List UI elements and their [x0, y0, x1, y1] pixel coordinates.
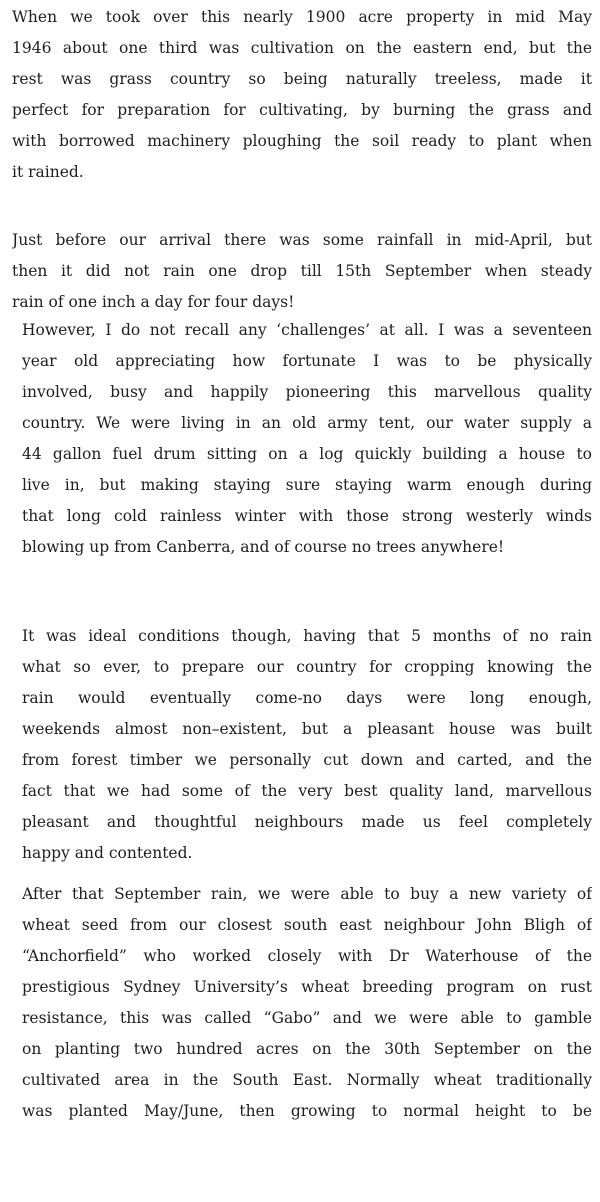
paragraph-line: rest was grass country so being naturally treeless, made it — [12, 70, 592, 88]
paragraph-line: with borrowed machinery ploughing the soil ready to plant when — [12, 132, 592, 150]
paragraph-line: what so ever, to prepare our country for cropping knowing the — [22, 658, 592, 676]
paragraph-line: After that September rain, we were able to buy a new variety of — [22, 885, 592, 903]
paragraph-line: on planting two hundred acres on the 30th September on the — [22, 1040, 592, 1058]
paragraph-line: happy and contented. — [22, 844, 193, 862]
paragraph-line: prestigious Sydney University’s wheat breeding program on rust — [22, 978, 592, 996]
paragraph-line: country. We were living in an old army tent, our water supply a — [22, 414, 592, 432]
paragraph-line: fact that we had some of the very best quality land, marvellous — [22, 782, 592, 800]
paragraph-line: “Anchorfield” who worked closely with Dr Waterhouse of the — [22, 947, 592, 965]
paragraph-line: cultivated area in the South East. Normally wheat traditionally — [22, 1071, 592, 1089]
paragraph-2 — [12, 225, 592, 318]
paragraph-line: then it did not rain one drop till 15th September when steady — [12, 262, 592, 280]
paragraph-line: When we took over this nearly 1900 acre property in mid May — [12, 8, 592, 26]
paragraph-line: resistance, this was called “Gabo” and we were able to gamble — [22, 1009, 592, 1027]
paragraph-line: pleasant and thoughtful neighbours made us feel completely — [22, 813, 592, 831]
paragraph-line: year old appreciating how fortunate I was to be physically — [22, 352, 592, 370]
paragraph-line: from forest timber we personally cut down and carted, and the — [22, 751, 592, 769]
paragraph-5 — [22, 879, 592, 1127]
paragraph-line: was planted May/June, then growing to normal height to be — [22, 1102, 592, 1120]
paragraph-line: rain would eventually come-no days were long enough, — [22, 689, 592, 707]
paragraph-line: 1946 about one third was cultivation on the eastern end, but the — [12, 39, 592, 57]
paragraph-1 — [12, 2, 592, 188]
paragraph-line: It was ideal conditions though, having that 5 months of no rain — [22, 627, 592, 645]
paragraph-line: involved, busy and happily pioneering this marvellous quality — [22, 383, 592, 401]
paragraph-line: that long cold rainless winter with those strong westerly winds — [22, 507, 592, 525]
paragraph-line: However, I do not recall any ‘challenges’ at all. I was a seventeen — [22, 321, 592, 339]
paragraph-line: weekends almost non–existent, but a pleasant house was built — [22, 720, 592, 738]
paragraph-line: Just before our arrival there was some rainfall in mid-April, but — [12, 231, 592, 249]
paragraph-line: 44 gallon fuel drum sitting on a log quickly building a house to — [22, 445, 592, 463]
paragraph-4 — [22, 621, 592, 869]
paragraph-line: live in, but making staying sure staying warm enough during — [22, 476, 592, 494]
paragraph-3 — [22, 315, 592, 563]
paragraph-line: perfect for preparation for cultivating, by burning the grass and — [12, 101, 592, 119]
paragraph-line: wheat seed from our closest south east neighbour John Bligh of — [22, 916, 592, 934]
paragraph-line: it rained. — [12, 163, 84, 181]
paragraph-line: blowing up from Canberra, and of course no trees anywhere! — [22, 538, 505, 556]
paragraph-line: rain of one inch a day for four days! — [12, 293, 295, 311]
